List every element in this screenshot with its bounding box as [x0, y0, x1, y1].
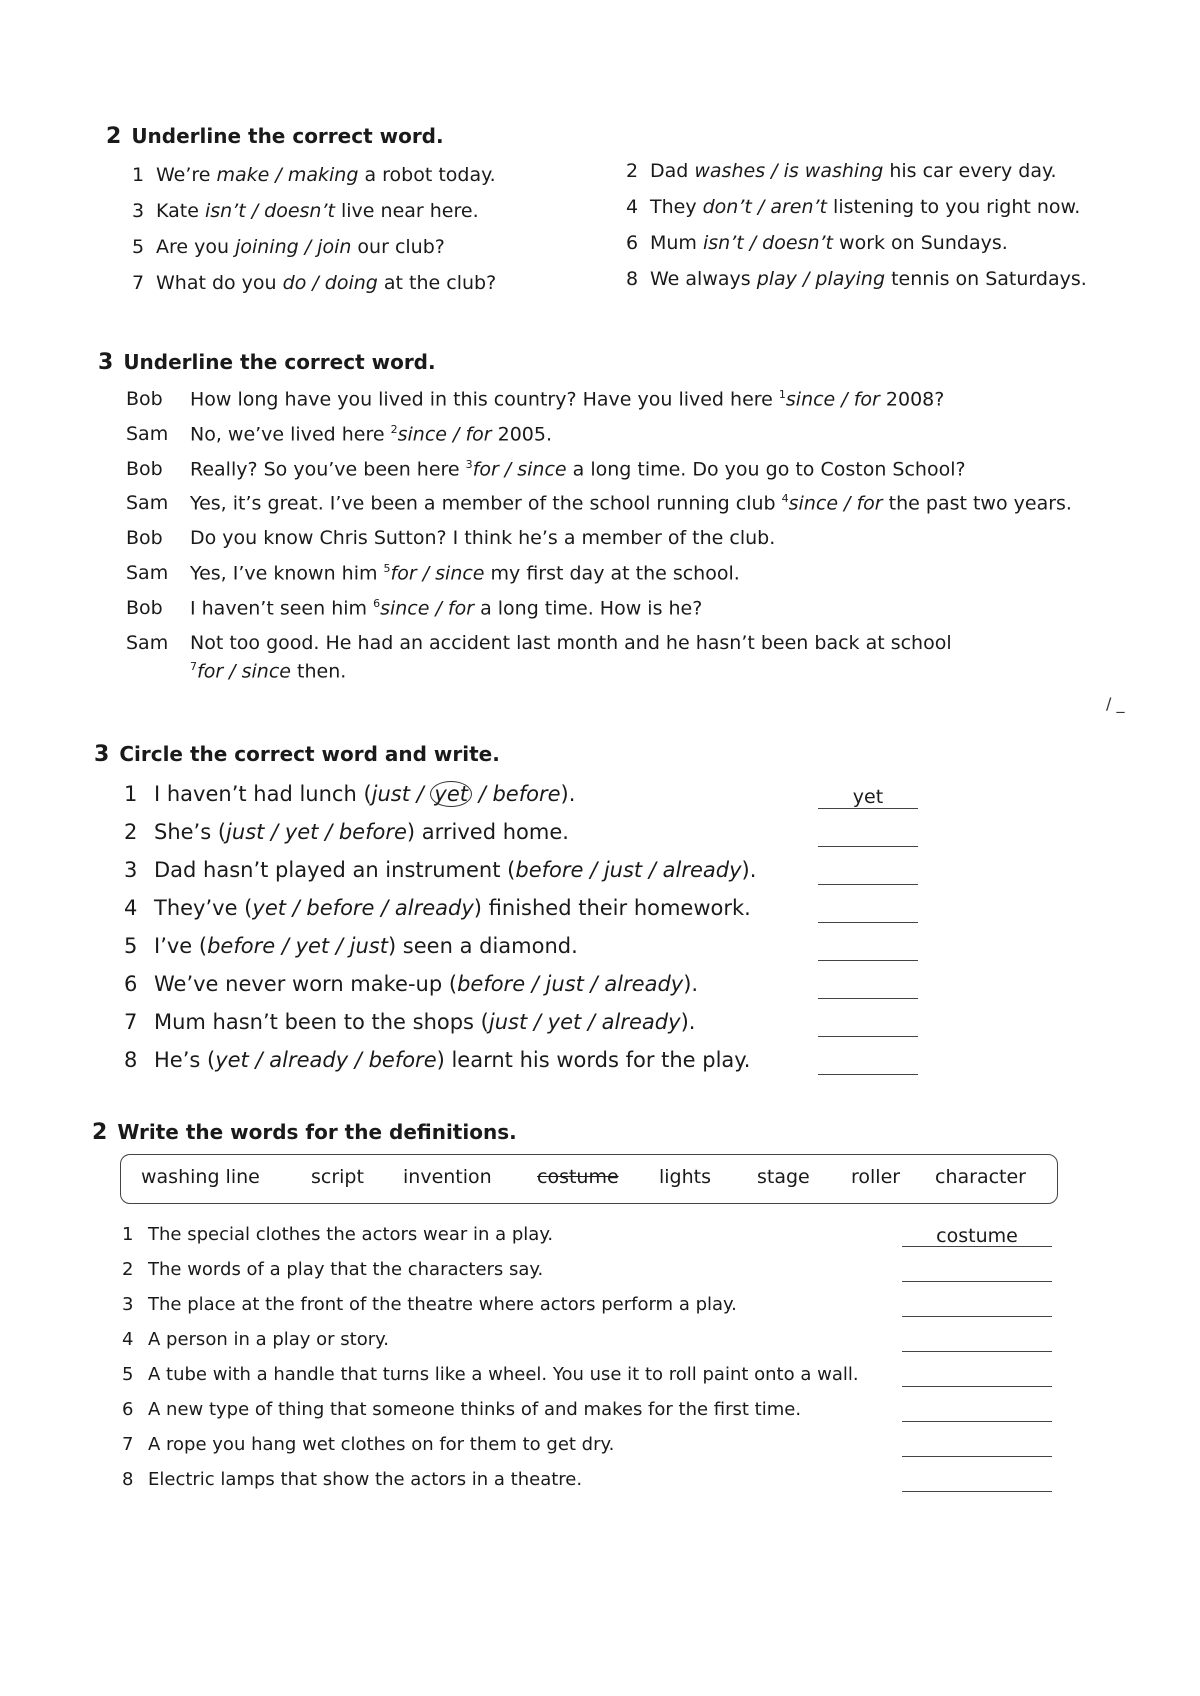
ex4-title: Write the words for the definitions. [117, 1120, 517, 1144]
dialogue-line [126, 388, 1126, 412]
item-text-before: We’ve never worn make-up ( [154, 972, 458, 996]
item-number: 1 [124, 782, 138, 806]
item-number: 4 [122, 1329, 134, 1350]
item-number: 4 [124, 896, 138, 920]
option-1[interactable]: yet [215, 1048, 249, 1072]
item-text-after: live near here. [334, 200, 479, 222]
option-separator: / [409, 782, 431, 806]
speaker-name: Bob [126, 388, 163, 410]
item-options[interactable]: joining / join [235, 236, 352, 258]
option-separator: / [583, 858, 604, 882]
dialogue-text-after: the past two years. [882, 492, 1072, 515]
ex3-item [124, 972, 698, 996]
option-separator: / [583, 972, 605, 996]
answer-line[interactable] [818, 1052, 918, 1075]
option-3[interactable]: just [349, 934, 388, 958]
answer-line[interactable] [902, 1261, 1052, 1282]
option-2[interactable]: yet [295, 934, 330, 958]
definition-text: Electric lamps that show the actors in a theatre. [148, 1469, 583, 1490]
item-number: 2 [122, 1259, 134, 1280]
word-option: invention [403, 1166, 492, 1188]
gap-number: 1 [778, 388, 786, 401]
item-options[interactable]: make / making [216, 164, 359, 186]
answer-line[interactable] [818, 938, 918, 961]
definition-item [122, 1469, 582, 1490]
dialogue-text-before: Do you know Chris Sutton? I think he’s a member of the club. [190, 527, 776, 549]
item-text-before: Dad [650, 160, 695, 182]
gap-options[interactable]: since / for [380, 597, 475, 620]
item-number: 6 [122, 1399, 134, 1420]
gap-options[interactable]: since / for [397, 423, 492, 446]
item-text-before: They’ve ( [154, 896, 253, 920]
option-1[interactable]: yet [252, 896, 286, 920]
option-separator: / [527, 1010, 548, 1034]
option-separator: / [264, 820, 285, 844]
dialogue-text-after: a long time. Do you go to Coston School? [566, 458, 966, 481]
item-number: 2 [626, 160, 639, 182]
ex3-item [124, 782, 575, 806]
answer-line[interactable] [818, 900, 918, 923]
answer-line[interactable] [902, 1401, 1052, 1422]
gap-number: 5 [383, 562, 391, 575]
item-text-after: our club? [351, 236, 445, 258]
ex2-number: 3 [98, 350, 114, 375]
definition-item [122, 1434, 614, 1455]
dialogue-line [126, 597, 1126, 621]
item-number: 5 [122, 1364, 134, 1385]
dialogue-text-after: 2008? [879, 388, 945, 411]
dialogue-text-before: How long have you lived in this country? Have you lived here [190, 388, 779, 411]
item-text-after: his car every day. [883, 160, 1057, 182]
item-text-after: ). [560, 782, 576, 806]
option-separator: / [329, 934, 350, 958]
ex3-title: Circle the correct word and write. [119, 742, 500, 766]
word-option: costume [537, 1166, 619, 1188]
dialogue-line [126, 660, 1126, 684]
item-options[interactable]: play / playing [756, 268, 886, 290]
item-text-after: ). [741, 858, 757, 882]
ex1-item [132, 272, 496, 294]
option-3[interactable]: already [394, 896, 474, 920]
ex3-item [124, 1010, 695, 1034]
option-1[interactable]: just [226, 820, 265, 844]
item-number: 8 [124, 1048, 138, 1072]
item-number: 6 [124, 972, 138, 996]
dialogue-text-before: Yes, it’s great. I’ve been a member of the school running club [190, 492, 782, 515]
item-text-before: Mum hasn’t been to the shops ( [154, 1010, 489, 1034]
item-text-after: ). [680, 1010, 696, 1034]
item-number: 7 [124, 1010, 138, 1034]
option-separator: / [248, 1048, 270, 1072]
option-1[interactable]: before [457, 972, 526, 996]
item-number: 3 [132, 200, 145, 222]
item-number: 5 [124, 934, 138, 958]
option-1[interactable]: before [515, 858, 584, 882]
item-text-before: Are you [156, 236, 236, 258]
dialogue-text-after: 2005. [491, 423, 553, 446]
word-option: character [935, 1166, 1026, 1188]
answer-line[interactable] [902, 1296, 1052, 1317]
option-2[interactable]: just [545, 972, 584, 996]
definition-text: The special clothes the actors wear in a play. [148, 1224, 554, 1245]
definition-item [122, 1224, 553, 1245]
gap-options[interactable]: for / since [197, 660, 291, 683]
option-separator: / [275, 934, 296, 958]
definition-item [122, 1294, 737, 1315]
answer-line[interactable] [818, 1014, 918, 1037]
ex1-item [132, 200, 479, 222]
word-option: script [311, 1166, 364, 1188]
gap-number: 4 [781, 492, 789, 505]
word-option: roller [851, 1166, 901, 1188]
option-3[interactable]: already [604, 972, 684, 996]
ex3-heading [94, 742, 500, 767]
dialogue-text-before: Really? So you’ve been here [190, 458, 466, 481]
definition-item [122, 1364, 859, 1385]
dialogue-text-before: Not too good. He had an accident last month and he hasn’t been back at school [190, 632, 952, 654]
dialogue-text-after: a long time. How is he? [474, 597, 703, 620]
item-options[interactable]: isn’t / doesn’t [204, 200, 335, 222]
option-2[interactable]: yet [430, 781, 472, 807]
option-2[interactable]: already [269, 1048, 349, 1072]
dialogue-line [126, 458, 1126, 482]
ex2-heading [98, 350, 436, 375]
ex4-number: 2 [92, 1120, 108, 1145]
item-number: 5 [132, 236, 145, 258]
ex1-title: Underline the correct word. [131, 124, 444, 148]
ex1-item [132, 164, 496, 186]
item-text-before: He’s ( [154, 1048, 216, 1072]
item-text-before: We’re [156, 164, 217, 186]
dialogue-text [190, 423, 552, 445]
item-number: 8 [626, 268, 639, 290]
item-text-before: Kate [156, 200, 205, 222]
dialogue-line [126, 492, 1126, 516]
gap-number: 3 [465, 458, 473, 471]
item-text-before: We always [650, 268, 757, 290]
option-3[interactable]: already [662, 858, 742, 882]
definition-text: The words of a play that the characters say. [148, 1259, 544, 1280]
option-2[interactable]: just [603, 858, 643, 882]
dialogue-text-after: then. [290, 660, 347, 683]
ex1-item [626, 196, 1080, 218]
definition-text: A new type of thing that someone thinks of and makes for the first time. [148, 1399, 802, 1420]
item-text-after: at the club? [377, 272, 497, 294]
definition-text: A tube with a handle that turns like a wheel. You use it to roll paint onto a wall. [148, 1364, 859, 1385]
item-text-before: They [650, 196, 703, 218]
definition-item [122, 1259, 543, 1280]
gap-options[interactable]: for / since [472, 458, 567, 481]
dialogue-text [190, 632, 952, 654]
item-text-after: a robot today. [358, 164, 496, 186]
item-text-after: ) finished their homework. [473, 896, 751, 920]
option-3[interactable]: already [601, 1010, 681, 1034]
ex3-number: 3 [94, 742, 110, 767]
ex1-number: 2 [106, 124, 122, 149]
item-number: 4 [626, 196, 639, 218]
definition-item [122, 1329, 389, 1350]
item-number: 8 [122, 1469, 134, 1490]
option-separator: / [318, 820, 339, 844]
speaker-name: Sam [126, 492, 169, 514]
item-number: 2 [124, 820, 138, 844]
item-text-after: ) arrived home. [406, 820, 569, 844]
definition-text: A rope you hang wet clothes on for them to get dry. [148, 1434, 615, 1455]
option-2[interactable]: yet [547, 1010, 582, 1034]
word-option: lights [659, 1166, 712, 1188]
ex3-item [124, 858, 756, 882]
dialogue-text [190, 492, 1072, 514]
item-number: 3 [122, 1294, 134, 1315]
item-options[interactable]: do / doing [282, 272, 378, 294]
definition-text: The place at the front of the theatre where actors perform a play. [148, 1294, 737, 1315]
option-3[interactable]: before [338, 820, 407, 844]
dialogue-text [190, 597, 702, 619]
ex3-item [124, 1048, 750, 1072]
item-text-after: ). [683, 972, 699, 996]
gap-options[interactable]: since / for [785, 388, 880, 411]
item-options[interactable]: isn’t / doesn’t [702, 232, 833, 254]
gap-options[interactable]: since / for [788, 492, 883, 515]
ex1-item [626, 160, 1057, 182]
answer-line[interactable] [818, 862, 918, 885]
speaker-name: Bob [126, 458, 163, 480]
dialogue-line [126, 632, 1126, 656]
item-text-before: I’ve ( [154, 934, 208, 958]
definition-item [122, 1399, 801, 1420]
option-separator: / [285, 896, 307, 920]
answer-line[interactable] [902, 1331, 1052, 1352]
dialogue-line [126, 562, 1126, 586]
option-1[interactable]: just [488, 1010, 528, 1034]
dialogue-text-before: Yes, I’ve known him [190, 562, 384, 585]
dialogue-text-before: No, we’ve lived here [190, 423, 391, 446]
answer-line[interactable] [902, 1366, 1052, 1387]
item-text-before: Dad hasn’t played an instrument ( [154, 858, 516, 882]
dialogue-line [126, 423, 1126, 447]
item-options[interactable]: don’t / aren’t [702, 196, 827, 218]
item-text-before: Mum [650, 232, 703, 254]
ex1-item [626, 232, 1008, 254]
speaker-name: Bob [126, 597, 163, 619]
option-separator: / [581, 1010, 602, 1034]
answer-line[interactable] [818, 824, 918, 847]
speaker-name: Bob [126, 527, 163, 549]
ex4-heading [92, 1120, 517, 1145]
dialogue-text [190, 562, 740, 584]
item-text-before: I haven’t had lunch ( [154, 782, 372, 806]
ex1-heading [106, 124, 444, 149]
answer-line[interactable]: yet [818, 786, 918, 809]
option-2[interactable]: before [306, 896, 375, 920]
item-text-after: ) seen a diamond. [387, 934, 578, 958]
dialogue-text-after: my first day at the school. [484, 562, 740, 585]
word-option: stage [757, 1166, 810, 1188]
option-3[interactable]: before [368, 1048, 437, 1072]
item-text-after: ) learnt his words for the play. [436, 1048, 751, 1072]
answer-line[interactable] [818, 976, 918, 999]
answer-line[interactable] [902, 1471, 1052, 1492]
dialogue-text [190, 388, 944, 410]
definition-text: A person in a play or story. [148, 1329, 389, 1350]
gap-number: 6 [373, 597, 381, 610]
item-number: 3 [124, 858, 138, 882]
speaker-name: Sam [126, 562, 169, 584]
gap-number: 7 [190, 660, 197, 673]
dialogue-text [190, 527, 775, 549]
ex3-item [124, 820, 569, 844]
ex1-item [626, 268, 1087, 290]
word-option: washing line [141, 1166, 260, 1188]
gap-options[interactable]: for / since [390, 562, 485, 585]
ex3-item [124, 934, 578, 958]
item-options[interactable]: washes / is washing [694, 160, 884, 182]
ex1-item [132, 236, 445, 258]
dialogue-text-before: I haven’t seen him [190, 597, 374, 620]
option-1[interactable]: just [371, 782, 410, 806]
option-3[interactable]: before [492, 782, 561, 806]
dialogue-line [126, 527, 1126, 551]
score-mark: / _ [1106, 694, 1125, 713]
option-separator: / [374, 896, 395, 920]
item-text-after: listening to you right now. [827, 196, 1081, 218]
ex2-title: Underline the correct word. [123, 350, 436, 374]
item-number: 6 [626, 232, 639, 254]
option-2[interactable]: yet [284, 820, 319, 844]
gap-number: 2 [390, 423, 398, 436]
dialogue-text [190, 660, 346, 682]
word-box [120, 1154, 1058, 1204]
speaker-name: Sam [126, 632, 169, 654]
answer-line[interactable]: costume [902, 1226, 1052, 1247]
option-separator: / [348, 1048, 369, 1072]
item-text-before: What do you [156, 272, 283, 294]
option-1[interactable]: before [207, 934, 276, 958]
dialogue-text [190, 458, 966, 480]
item-number: 1 [122, 1224, 134, 1245]
ex3-item [124, 896, 751, 920]
item-number: 7 [122, 1434, 134, 1455]
item-text-after: work on Sundays. [832, 232, 1008, 254]
speaker-name: Sam [126, 423, 169, 445]
answer-line[interactable] [902, 1436, 1052, 1457]
item-number: 7 [132, 272, 145, 294]
option-separator: / [642, 858, 663, 882]
item-text-before: She’s ( [154, 820, 227, 844]
item-number: 1 [132, 164, 145, 186]
option-separator: / [472, 782, 493, 806]
option-separator: / [525, 972, 546, 996]
item-text-after: tennis on Saturdays. [885, 268, 1087, 290]
